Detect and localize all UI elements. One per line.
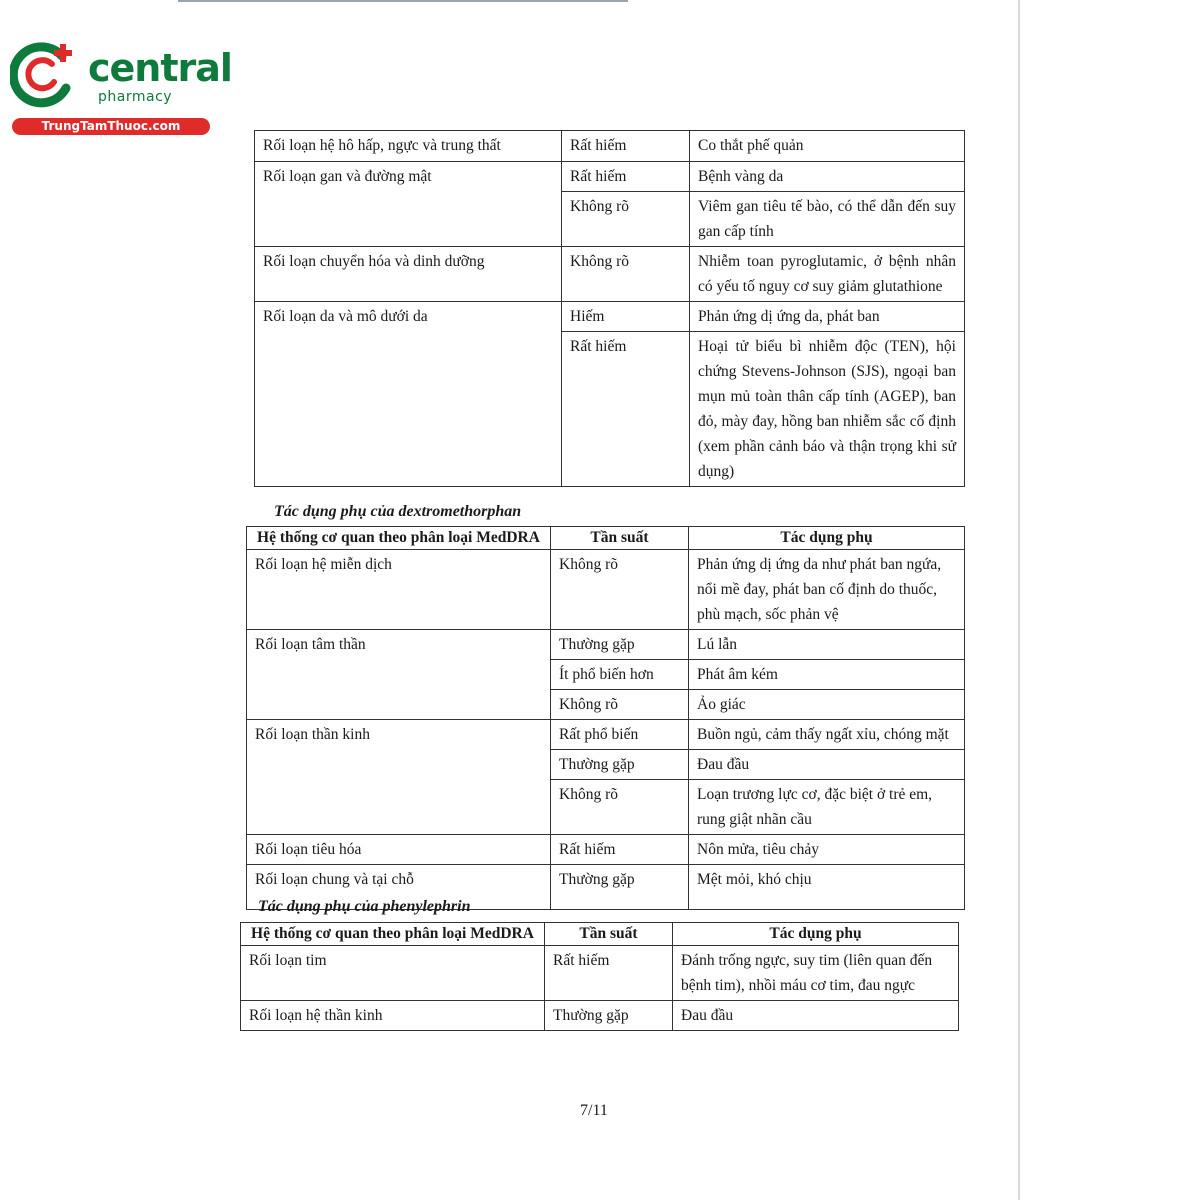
table-header-row — [247, 527, 965, 550]
table-row — [255, 162, 965, 192]
system-cell: Rối loạn thần kinh — [247, 720, 551, 835]
effect-cell: Mệt mỏi, khó chịu — [689, 865, 965, 910]
system-cell: Rối loạn chung và tại chỗ — [247, 865, 551, 910]
table-header-row — [241, 923, 959, 946]
frequency-cell: Không rõ — [551, 690, 689, 720]
caption-dextromethorphan: Tác dụng phụ của dextromethorphan — [274, 503, 522, 520]
system-cell: Rối loạn tâm thần — [247, 630, 551, 720]
effect-cell: Co thắt phế quản — [690, 131, 965, 162]
frequency-cell: Không rõ — [551, 550, 689, 630]
frequency-cell: Không rõ — [551, 780, 689, 835]
table-row — [241, 946, 959, 1001]
effect-cell: Phát âm kém — [689, 660, 965, 690]
frequency-cell: Rất hiếm — [551, 835, 689, 865]
table-row — [247, 630, 965, 660]
system-cell: Rối loạn da và mô dưới da — [255, 302, 562, 487]
table-row — [255, 131, 965, 162]
frequency-cell: Rất phổ biến — [551, 720, 689, 750]
side-effects-table-dextromethorphan — [246, 526, 965, 910]
frequency-cell: Thường gặp — [551, 865, 689, 910]
system-cell: Rối loạn hệ hô hấp, ngực và trung thất — [255, 131, 562, 162]
frequency-cell: Rất hiếm — [562, 162, 690, 192]
frequency-cell: Rất hiếm — [545, 946, 673, 1001]
system-cell: Rối loạn tim — [241, 946, 545, 1001]
system-cell: Rối loạn gan và đường mật — [255, 162, 562, 247]
table-row — [247, 550, 965, 630]
system-cell: Rối loạn chuyển hóa và dinh dưỡng — [255, 247, 562, 302]
frequency-cell: Hiếm — [562, 302, 690, 332]
header-system: Hệ thống cơ quan theo phân loại MedDRA — [247, 527, 551, 550]
frequency-cell: Rất hiếm — [562, 332, 690, 487]
effect-cell: Buồn ngủ, cảm thấy ngất xỉu, chóng mặt — [689, 720, 965, 750]
effect-cell: Phản ứng dị ứng da như phát ban ngứa, nổi mề đay, phát ban cố định do thuốc, phù mạch, sốc phản vệ — [689, 550, 965, 630]
frequency-cell: Thường gặp — [551, 630, 689, 660]
effect-cell: Đau đầu — [689, 750, 965, 780]
logo-url-badge: TrungTamThuoc.com — [12, 118, 210, 135]
caption-phenylephrin: Tác dụng phụ của phenylephrin — [258, 898, 471, 915]
effect-cell: Nôn mửa, tiêu chảy — [689, 835, 965, 865]
effect-cell: Lú lẫn — [689, 630, 965, 660]
frequency-cell: Không rõ — [562, 247, 690, 302]
page-top-line — [178, 0, 628, 2]
effect-cell: Hoại tử biểu bì nhiễm độc (TEN), hội chứng Stevens-Johnson (SJS), ngoại ban mụn mủ toàn thân cấp tính (AGEP), ban đỏ, mày đay, hồng ban nhiễm sắc cố định (xem phần cảnh báo và thận trọng khi sử dụng) — [690, 332, 965, 487]
effect-cell: Viêm gan tiêu tế bào, có thể dẫn đến suy gan cấp tính — [690, 192, 965, 247]
header-frequency: Tần suất — [551, 527, 689, 550]
table-row — [247, 835, 965, 865]
effect-cell: Đánh trống ngực, suy tim (liên quan đến bệnh tim), nhồi máu cơ tim, đau ngực — [673, 946, 959, 1001]
effect-cell: Ảo giác — [689, 690, 965, 720]
frequency-cell: Thường gặp — [545, 1001, 673, 1031]
system-cell: Rối loạn tiêu hóa — [247, 835, 551, 865]
frequency-cell: Không rõ — [562, 192, 690, 247]
effect-cell: Đau đầu — [673, 1001, 959, 1031]
page-edge-shadow — [1018, 0, 1020, 1200]
header-frequency: Tần suất — [545, 923, 673, 946]
side-effects-table-1 — [254, 130, 965, 487]
side-effects-table-phenylephrin — [240, 922, 959, 1031]
table-row — [241, 1001, 959, 1031]
frequency-cell: Ít phổ biến hơn — [551, 660, 689, 690]
central-pharmacy-logo[interactable] — [10, 38, 232, 138]
effect-cell: Bệnh vàng da — [690, 162, 965, 192]
page-number: 7/11 — [580, 1102, 608, 1119]
header-system: Hệ thống cơ quan theo phân loại MedDRA — [241, 923, 545, 946]
header-effect: Tác dụng phụ — [689, 527, 965, 550]
table-row — [255, 302, 965, 332]
effect-cell: Loạn trương lực cơ, đặc biệt ở trẻ em, rung giật nhãn cầu — [689, 780, 965, 835]
logo-subtitle: pharmacy — [98, 89, 173, 105]
system-cell: Rối loạn hệ miễn dịch — [247, 550, 551, 630]
central-logo-mark-icon — [10, 38, 86, 110]
effect-cell: Phản ứng dị ứng da, phát ban — [690, 302, 965, 332]
logo-name: central — [88, 46, 232, 90]
header-effect: Tác dụng phụ — [673, 923, 959, 946]
frequency-cell: Thường gặp — [551, 750, 689, 780]
frequency-cell: Rất hiếm — [562, 131, 690, 162]
effect-cell: Nhiễm toan pyroglutamic, ở bệnh nhân có yếu tố nguy cơ suy giảm glutathione — [690, 247, 965, 302]
table-row — [255, 247, 965, 302]
table-row — [247, 720, 965, 750]
system-cell: Rối loạn hệ thần kinh — [241, 1001, 545, 1031]
